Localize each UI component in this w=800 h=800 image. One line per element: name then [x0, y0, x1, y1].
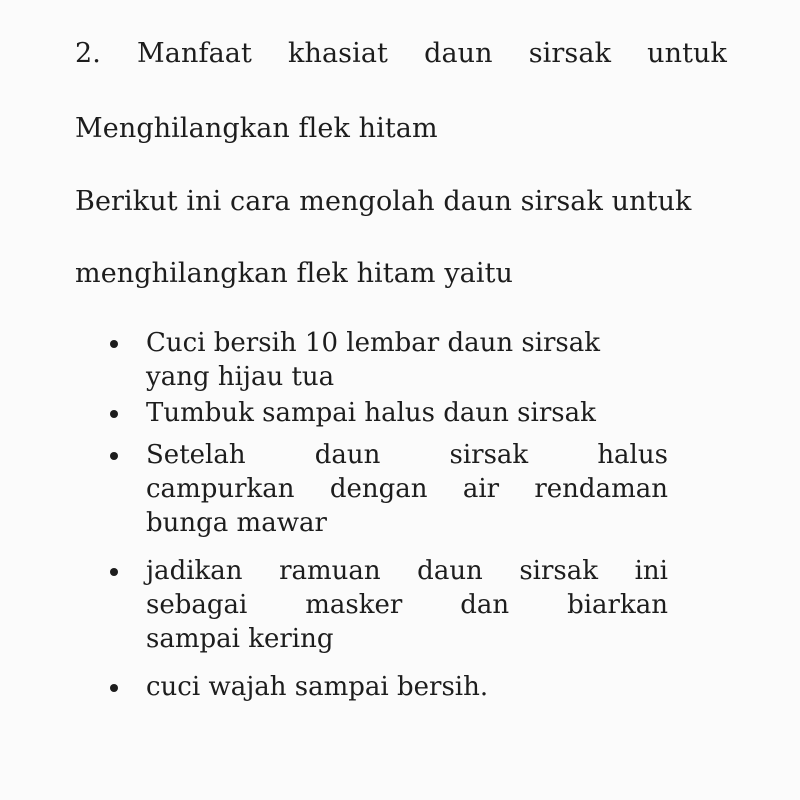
intro-line-1: Berikut ini cara mengolah daun sirsak untuk — [75, 186, 692, 217]
bullet-icon — [110, 684, 118, 692]
word: daun — [417, 556, 483, 586]
list-item — [108, 554, 668, 656]
list-item-text — [146, 472, 668, 506]
bullet-icon — [110, 410, 118, 418]
intro-line-2: menghilangkan flek hitam yaitu — [75, 258, 514, 289]
heading-word: sirsak — [528, 38, 612, 69]
list-item-text: sampai kering — [146, 624, 334, 654]
list-item-text: Cuci bersih 10 lembar daun sirsak — [146, 328, 601, 358]
heading-word: khasiat — [288, 38, 388, 69]
heading-word: Manfaat — [137, 38, 252, 69]
word: sirsak — [519, 556, 599, 586]
heading-word: daun — [424, 38, 493, 69]
steps-list — [108, 326, 668, 706]
word: dengan — [329, 474, 428, 504]
word: daun — [314, 440, 381, 470]
list-item-text: Tumbuk sampai halus daun sirsak — [146, 398, 596, 428]
word: ini — [634, 556, 668, 586]
bullet-icon — [110, 568, 118, 576]
bullet-icon — [110, 452, 118, 460]
list-item — [108, 670, 668, 704]
list-item-text — [146, 438, 668, 472]
word: air — [462, 474, 500, 504]
list-item-text: cuci wajah sampai bersih. — [146, 672, 489, 702]
word: sirsak — [449, 440, 529, 470]
word: biarkan — [567, 590, 668, 620]
list-item — [108, 396, 668, 430]
word: sebagai — [146, 590, 248, 620]
list-item-text — [146, 554, 668, 588]
heading-word: untuk — [647, 38, 727, 69]
section-heading — [75, 38, 727, 70]
word: jadikan — [146, 556, 243, 586]
heading-number: 2. — [75, 38, 101, 69]
list-item — [108, 438, 668, 540]
list-item-text: yang hijau tua — [146, 362, 335, 392]
word: dan — [460, 590, 510, 620]
section-subheading: Menghilangkan flek hitam — [75, 113, 438, 144]
list-item-text — [146, 588, 668, 622]
list-item — [108, 326, 668, 394]
word: rendaman — [534, 474, 668, 504]
list-item-text: bunga mawar — [146, 508, 327, 538]
word: campurkan — [146, 474, 295, 504]
word: Setelah — [146, 440, 246, 470]
bullet-icon — [110, 340, 118, 348]
word: ramuan — [279, 556, 381, 586]
word: masker — [305, 590, 403, 620]
word: halus — [597, 440, 668, 470]
